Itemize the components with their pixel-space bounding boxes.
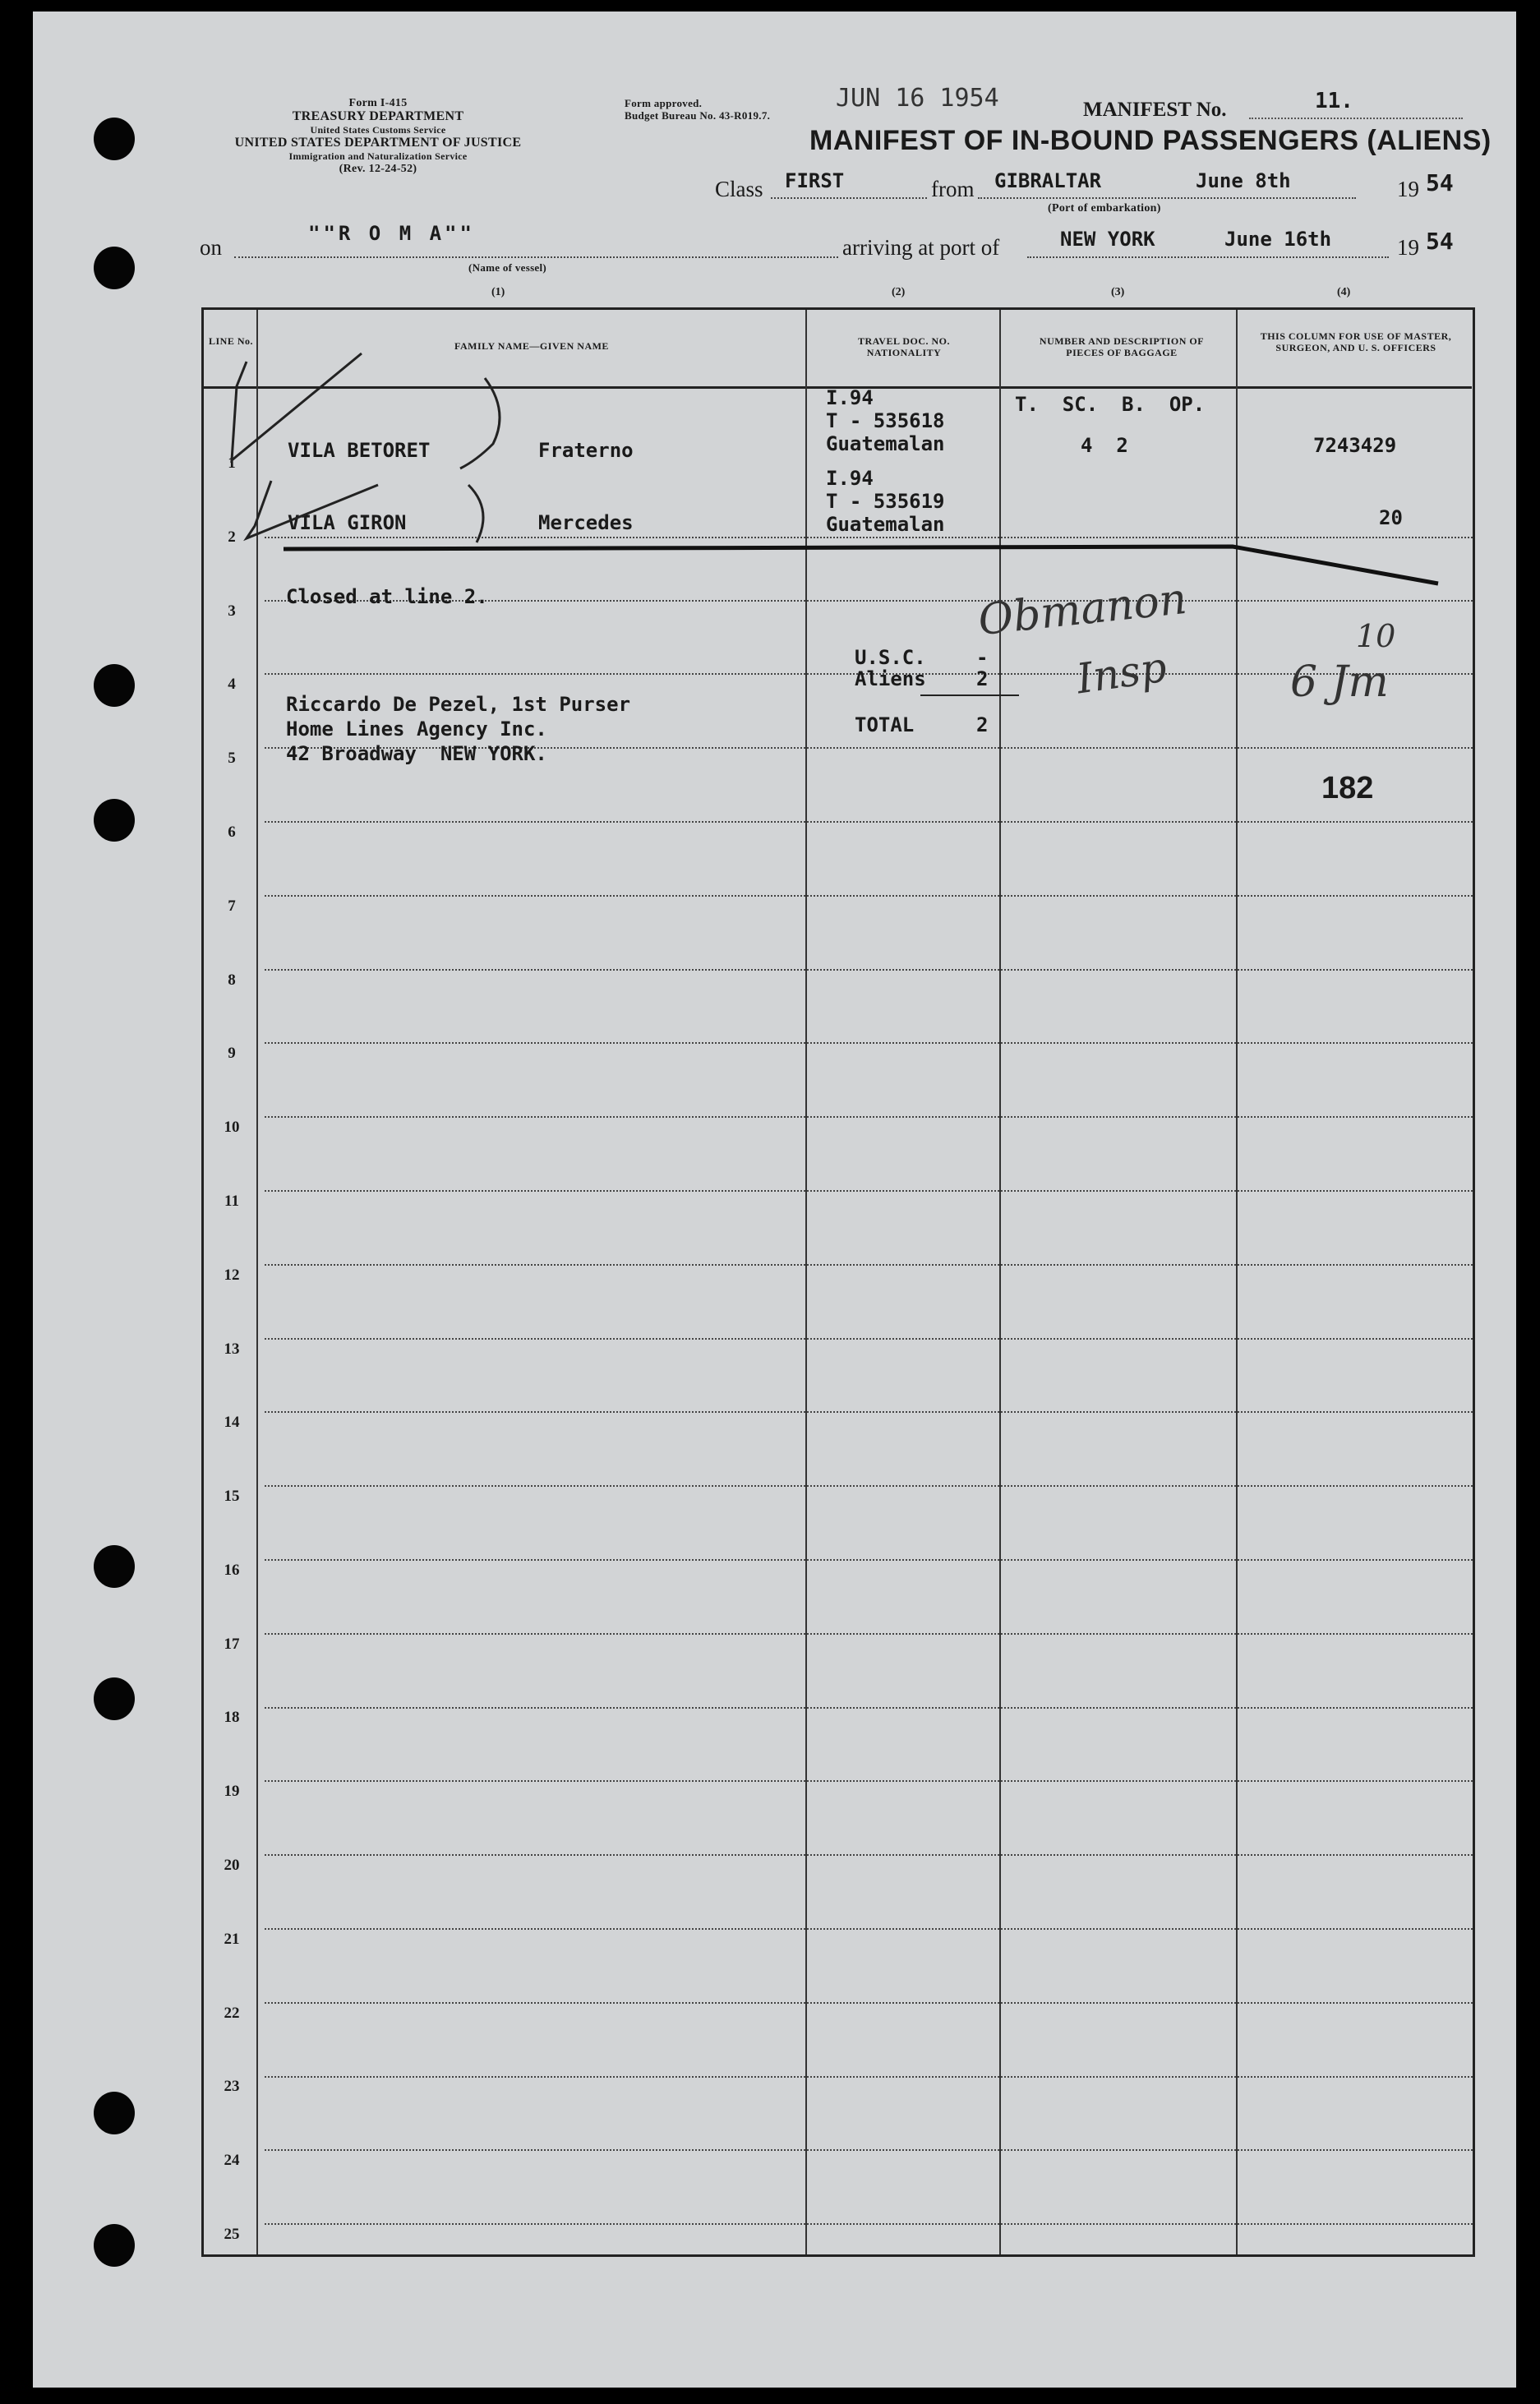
line-number: 3 [228, 602, 236, 620]
year2-suffix: 54 [1426, 228, 1454, 255]
from-port: GIBRALTAR [994, 169, 1102, 192]
entry2-family: VILA GIRON [288, 511, 407, 534]
arrival-date: June 16th [1224, 228, 1332, 251]
line-number: 1 [228, 454, 236, 472]
page-count: 182 [1321, 771, 1374, 805]
entry2-doc-form: I.94 [826, 467, 874, 490]
col3-number: (3) [1111, 286, 1125, 298]
line-number: 5 [228, 750, 236, 768]
inspector-signature: Obmanon [975, 574, 1189, 646]
col1-number: (1) [491, 286, 505, 298]
line-number: 15 [224, 1488, 240, 1506]
arriving-label: arriving at port of [842, 235, 1000, 260]
vessel-name: ""R O M A"" [308, 222, 475, 245]
line-number: 18 [224, 1709, 240, 1727]
line-number: 24 [224, 2152, 240, 2170]
line-number: 2 [228, 528, 236, 546]
line-number: 20 [224, 1857, 240, 1875]
port-embark-note: (Port of embarkation) [1048, 202, 1161, 215]
entry1-baggage: 4 2 [1081, 434, 1128, 457]
fraction-top: 10 [1356, 618, 1396, 654]
check-mark-2 [247, 481, 378, 538]
year2-prefix: 19 [1397, 235, 1419, 260]
entry1-nationality: Guatemalan [826, 432, 945, 455]
treasury-dept: TREASURY DEPARTMENT [292, 109, 464, 123]
on-label: on [200, 235, 222, 260]
inspector-title: Insp [1073, 643, 1170, 704]
entry1-doc-no: T - 535618 [826, 409, 945, 432]
entry1-family: VILA BETORET [288, 439, 431, 462]
line-number: 7 [228, 897, 236, 915]
form-id: Form I-415 [348, 97, 408, 109]
line-number: 14 [224, 1414, 240, 1432]
col4-number: (4) [1337, 286, 1351, 298]
entry2-nationality: Guatemalan [826, 513, 945, 536]
class-label: Class [715, 177, 763, 201]
baggage-codes: T. SC. B. OP. [1015, 393, 1206, 416]
line-number: 12 [224, 1266, 240, 1284]
arrival-port: NEW YORK [1060, 228, 1155, 251]
form-approved-text: Form approved. [625, 97, 703, 109]
header-name: FAMILY NAME—GIVEN NAME [454, 340, 609, 352]
entry2-officer: 20 [1379, 506, 1403, 529]
entry1-officer: 7243429 [1313, 434, 1397, 457]
line-number: 4 [228, 676, 236, 694]
budget-bureau-text: Budget Bureau No. 43-R019.7. [625, 109, 771, 122]
aliens-label: Aliens [855, 667, 926, 690]
total-label: TOTAL [855, 713, 915, 736]
check-mark-1 [232, 353, 362, 460]
fraction-bottom: 6 Jm [1290, 658, 1389, 707]
line-number: 17 [224, 1635, 240, 1653]
vessel-note: (Name of vessel) [468, 261, 547, 274]
line-number: 6 [228, 823, 236, 841]
manifest-no-label: MANIFEST No. [1083, 99, 1227, 121]
date-stamp: JUN 16 1954 [836, 84, 999, 113]
revision: (Rev. 12-24-52) [339, 163, 417, 175]
entry2-doc-no: T - 535619 [826, 490, 945, 513]
total-value: 2 [976, 713, 989, 736]
aliens-value: 2 [976, 667, 989, 690]
purser-line3: 42 Broadway NEW YORK. [286, 742, 547, 765]
header-line-no: LINE No. [208, 335, 253, 347]
header-travel-doc: TRAVEL DOC. NO. NATIONALITY [858, 335, 950, 358]
line-number: 8 [228, 971, 236, 989]
entry1-given: Fraterno [538, 439, 634, 462]
from-date: June 8th [1196, 169, 1291, 192]
line-number: 25 [224, 2226, 240, 2243]
header-officers: THIS COLUMN FOR USE OF MASTER, SURGEON, AND U. S. OFFICERS [1260, 330, 1452, 353]
entry1-doc-form: I.94 [826, 386, 874, 409]
line-number: 11 [224, 1192, 239, 1210]
line-number: 19 [224, 1783, 240, 1801]
close-off-line [284, 547, 1438, 584]
customs-service: United States Customs Service [310, 124, 446, 136]
year-suffix: 54 [1426, 169, 1454, 196]
year-prefix: 19 [1397, 177, 1419, 201]
line-number: 23 [224, 2078, 240, 2096]
from-label: from [931, 177, 975, 201]
usc-label: U.S.C. [855, 646, 926, 669]
ins-service: Immigration and Naturalization Service [288, 150, 468, 162]
line-number: 16 [224, 1561, 240, 1579]
header-baggage: NUMBER AND DESCRIPTION OF PIECES OF BAGGAGE [1039, 335, 1205, 358]
bracket-mark [460, 378, 500, 542]
purser-line1: Riccardo De Pezel, 1st Purser [286, 693, 631, 716]
line-number: 22 [224, 2004, 240, 2022]
closed-note: Closed at line 2. [286, 585, 488, 608]
col2-number: (2) [892, 286, 906, 298]
class-value: FIRST [785, 169, 845, 192]
line-number: 21 [224, 1930, 240, 1948]
manifest-title: MANIFEST OF IN-BOUND PASSENGERS (ALIENS) [809, 125, 1492, 156]
entry2-given: Mercedes [538, 511, 634, 534]
line-number: 13 [224, 1340, 240, 1358]
doj-dept: UNITED STATES DEPARTMENT OF JUSTICE [234, 136, 522, 150]
line-number: 10 [224, 1119, 240, 1137]
usc-value: - [976, 646, 989, 669]
purser-line2: Home Lines Agency Inc. [286, 718, 547, 741]
manifest-no-value: 11. [1315, 89, 1353, 113]
line-number: 9 [228, 1045, 236, 1063]
